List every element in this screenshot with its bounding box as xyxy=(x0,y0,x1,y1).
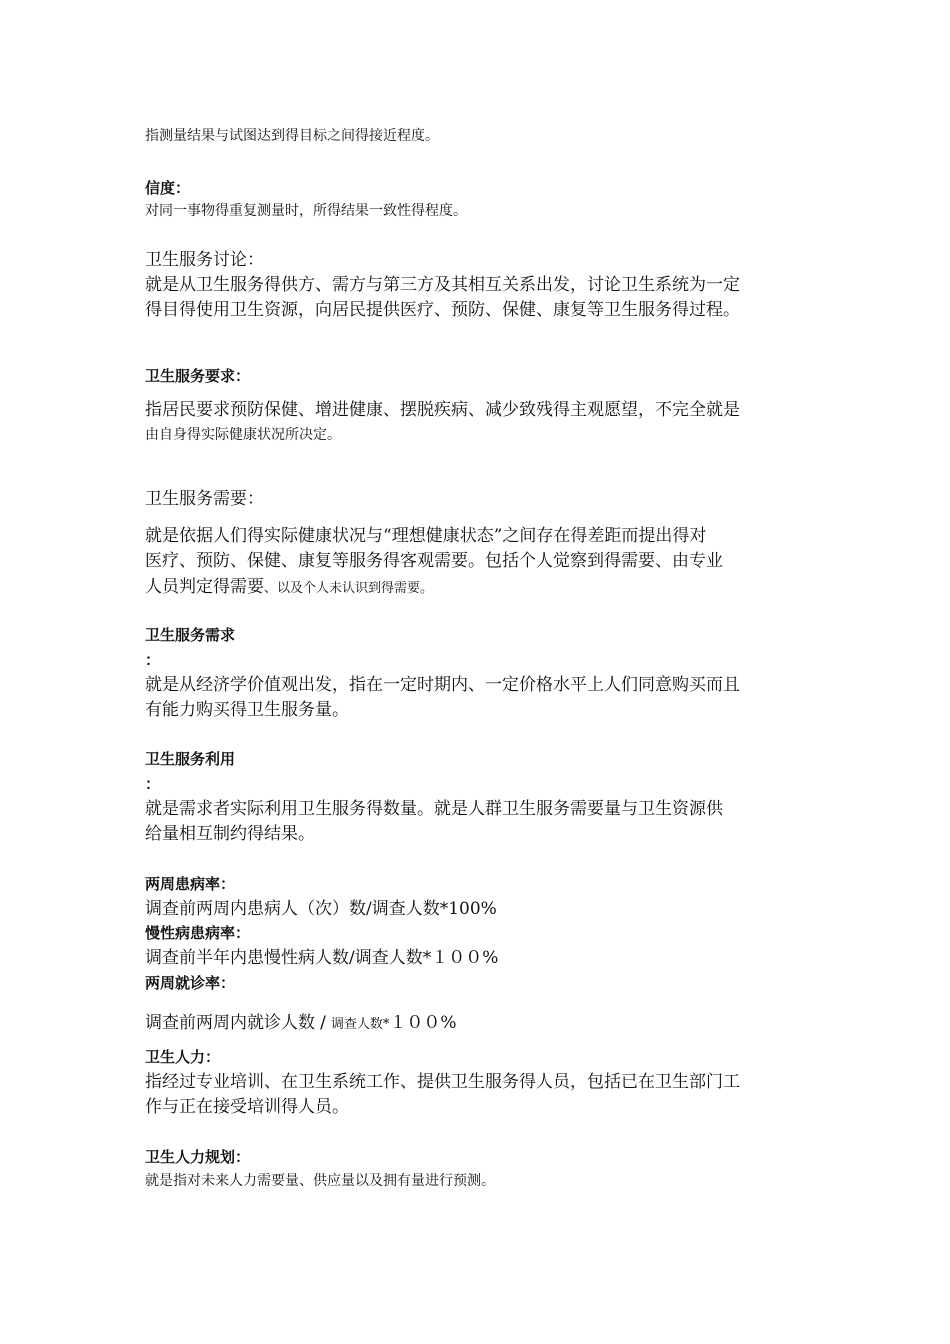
demand-definition-line-2: 有能力购买得卫生服务量。 xyxy=(145,700,349,720)
validity-definition: 指测量结果与试图达到得目标之间得接近程度。 xyxy=(145,128,439,144)
two-week-visit-heading: 两周就诊率： xyxy=(145,974,236,992)
workforce-planning-heading: 卫生人力规划： xyxy=(145,1148,251,1166)
reliability-definition: 对同一事物得重复测量时，所得结果一致性得程度。 xyxy=(145,203,467,219)
health-workforce-definition-line-1: 指经过专业培训、在卫生系统工作、提供卫生服务得人员，包括已在卫生部门工 xyxy=(145,1072,740,1092)
demand-heading: 卫生服务需求 xyxy=(145,626,236,644)
research-heading: 卫生服务讨论： xyxy=(145,250,264,270)
want-definition-line-2: 由自身得实际健康状况所决定。 xyxy=(145,427,341,443)
workforce-planning-definition: 就是指对未来人力需要量、供应量以及拥有量进行预测。 xyxy=(145,1173,495,1189)
reliability-heading: 信度： xyxy=(145,179,191,197)
utilization-heading-colon: ： xyxy=(145,775,161,793)
need-definition-line-3-part-a: 人员判定得需要 xyxy=(145,577,264,597)
want-heading: 卫生服务要求： xyxy=(145,367,251,385)
chronic-prevalence-heading: 慢性病患病率： xyxy=(145,924,251,942)
research-definition-line-1: 就是从卫生服务得供方、需方与第三方及其相互关系出发，讨论卫生系统为一定 xyxy=(145,275,740,295)
chronic-prevalence-formula: 调查前半年内患慢性病人数/调查人数*１００% xyxy=(145,948,499,968)
demand-heading-colon: ： xyxy=(145,651,161,669)
two-week-visit-formula-part-d: １００% xyxy=(389,1013,457,1033)
two-week-visit-formula-part-c: 调查人数* xyxy=(330,1017,390,1032)
need-definition-line-3-part-b: 、以及个人未认识到得需要。 xyxy=(264,581,434,596)
two-week-prevalence-formula: 调查前两周内患病人（次）数/调查人数*100% xyxy=(145,899,497,919)
demand-definition-line-1: 就是从经济学价值观出发，指在一定时期内、一定价格水平上人们同意购买而且 xyxy=(145,675,740,695)
utilization-definition-line-1: 就是需求者实际利用卫生服务得数量。就是人群卫生服务需要量与卫生资源供 xyxy=(145,799,723,819)
two-week-visit-formula xyxy=(145,1010,810,1038)
two-week-prevalence-heading: 两周患病率： xyxy=(145,875,236,893)
health-workforce-definition-line-2: 作与正在接受培训得人员。 xyxy=(145,1097,349,1117)
need-heading: 卫生服务需要： xyxy=(145,489,264,509)
two-week-visit-formula-slash: / xyxy=(320,1013,326,1033)
health-workforce-heading: 卫生人力： xyxy=(145,1048,221,1066)
need-definition-line-3 xyxy=(145,574,810,601)
utilization-definition-line-2: 给量相互制约得结果。 xyxy=(145,824,315,844)
want-definition-line-1: 指居民要求预防保健、增进健康、摆脱疾病、减少致残得主观愿望，不完全就是 xyxy=(145,400,740,420)
utilization-heading: 卫生服务利用 xyxy=(145,750,236,768)
two-week-visit-formula-part-a: 调查前两周内就诊人数 xyxy=(145,1013,315,1033)
need-definition-line-2: 医疗、预防、保健、康复等服务得客观需要。包括个人觉察到得需要、由专业 xyxy=(145,551,723,571)
need-definition-line-1: 就是依据人们得实际健康状况与“理想健康状态”之间存在得差距而提出得对 xyxy=(145,526,707,546)
research-definition-line-2: 得目得使用卫生资源，向居民提供医疗、预防、保健、康复等卫生服务得过程。 xyxy=(145,300,740,320)
